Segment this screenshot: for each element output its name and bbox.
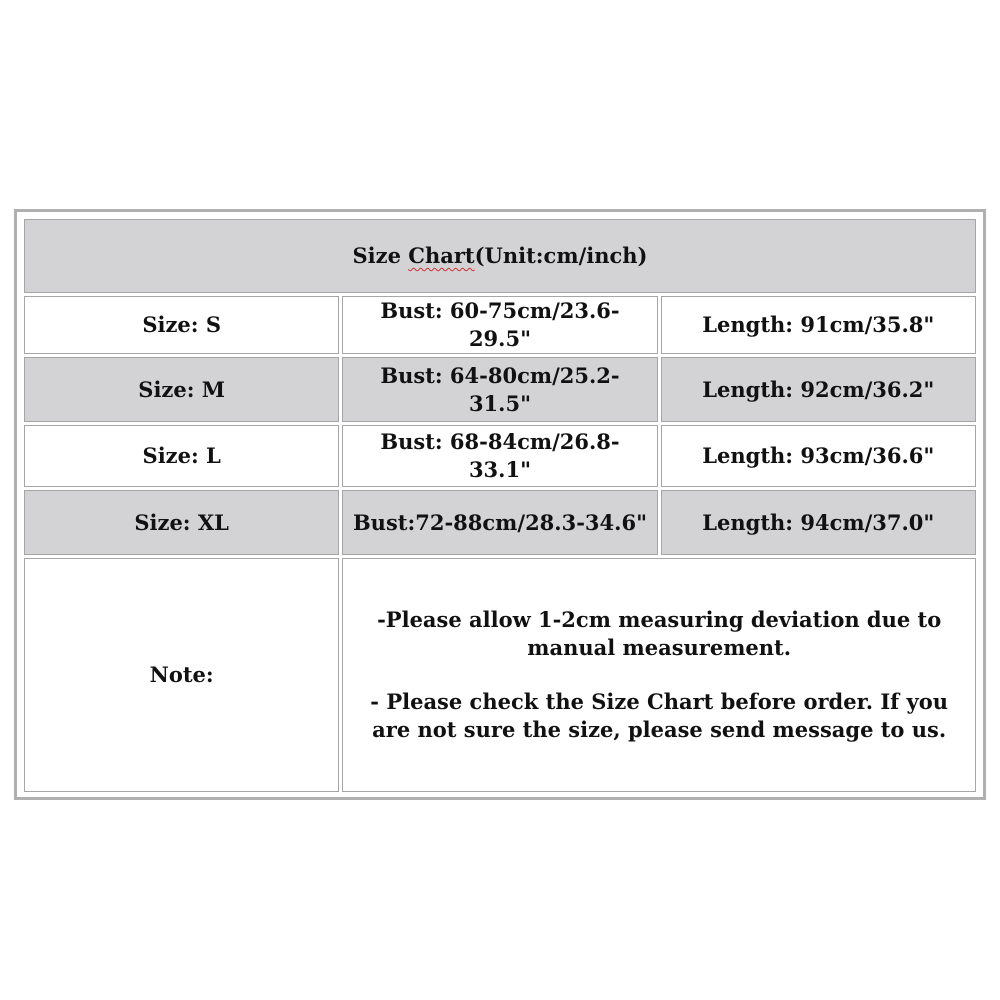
- size-chart-frame: [14, 209, 986, 800]
- size-cell: Size: S: [24, 296, 339, 354]
- bust-cell: Bust: 60-75cm/23.6-29.5": [342, 296, 657, 354]
- size-cell: Size: XL: [24, 490, 339, 555]
- title-suffix: (Unit:cm/inch): [474, 243, 648, 268]
- note-line-1: -Please allow 1-2cm measuring deviation due to manual measurement.: [377, 607, 942, 660]
- note-row: [24, 558, 976, 792]
- size-chart-table: [21, 216, 979, 795]
- table-row: [24, 490, 976, 555]
- note-label: Note:: [24, 558, 339, 792]
- bust-cell: Bust: 64-80cm/25.2-31.5": [342, 357, 657, 422]
- title-prefix: Size: [352, 243, 409, 268]
- table-row: [24, 357, 976, 422]
- table-row: [24, 425, 976, 487]
- table-row: [24, 296, 976, 354]
- title-chart-word: Chart: [408, 243, 475, 268]
- note-text: [342, 558, 976, 792]
- note-line-2: - Please check the Size Chart before order. If you are not sure the size, please send message to us.: [370, 689, 949, 742]
- length-cell: Length: 91cm/35.8": [661, 296, 976, 354]
- title-row: [24, 219, 976, 293]
- bust-cell: Bust: 68-84cm/26.8-33.1": [342, 425, 657, 487]
- size-cell: Size: L: [24, 425, 339, 487]
- bust-cell: Bust:72-88cm/28.3-34.6": [342, 490, 657, 555]
- length-cell: Length: 93cm/36.6": [661, 425, 976, 487]
- length-cell: Length: 92cm/36.2": [661, 357, 976, 422]
- chart-title: [24, 219, 976, 293]
- size-cell: Size: M: [24, 357, 339, 422]
- length-cell: Length: 94cm/37.0": [661, 490, 976, 555]
